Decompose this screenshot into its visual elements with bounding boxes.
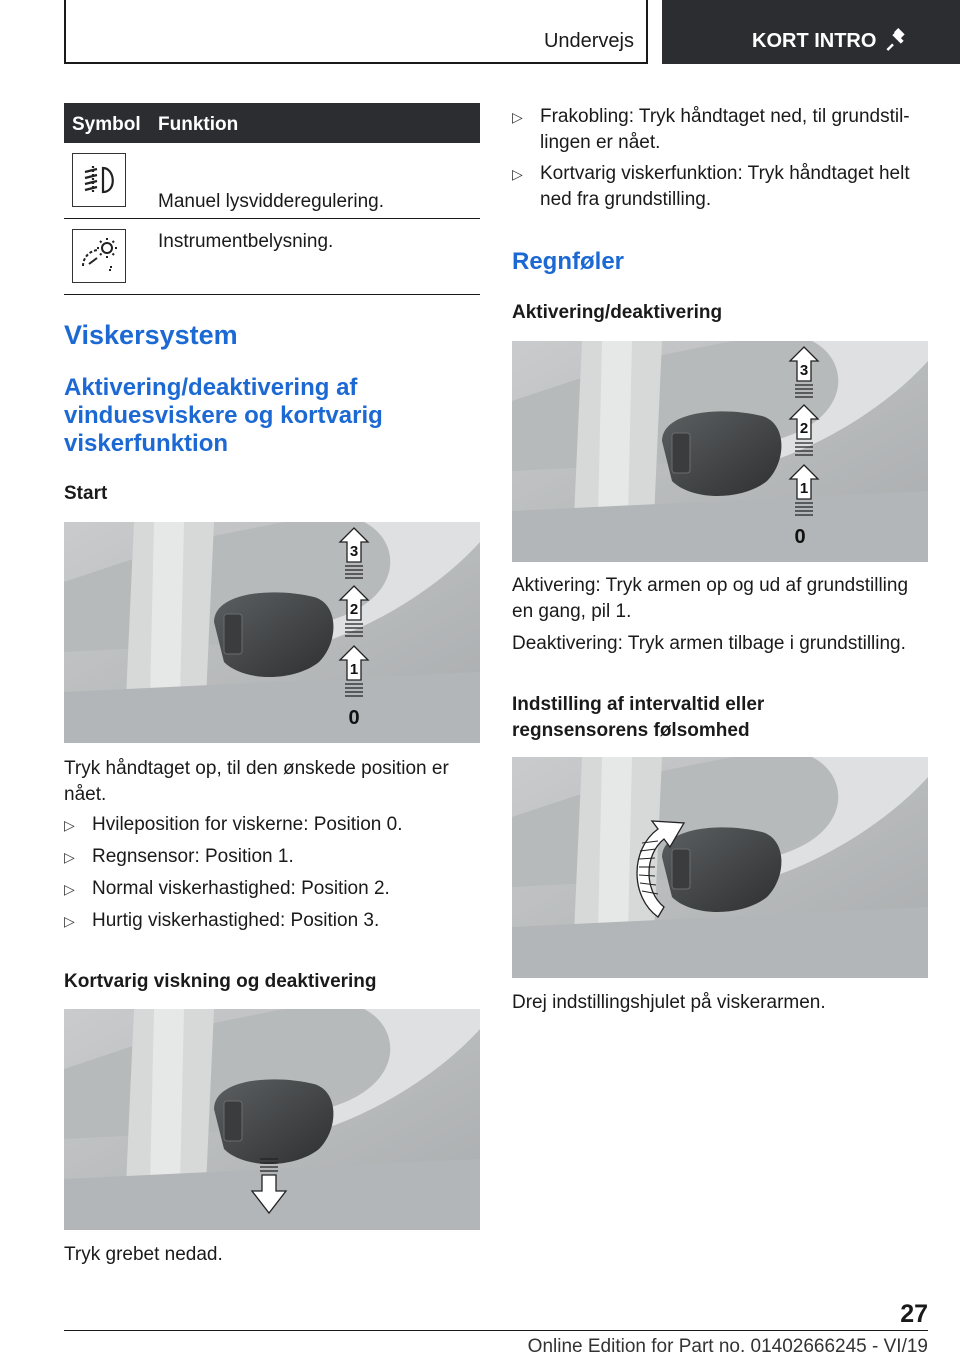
- footer-edition: Online Edition for Part no. 01402666245 - VI/19: [527, 1336, 928, 1357]
- heading-activation: Aktivering/deaktivering: [512, 302, 723, 323]
- list-item: ▷ Hvileposition for viskerne: Position 0.: [64, 812, 402, 838]
- header-chapter-label: KORT INTRO: [752, 30, 877, 52]
- list-item: ▷ Regnsensor: Position 1.: [64, 844, 294, 870]
- arrow-label-0: 0: [794, 526, 806, 548]
- instrument-lighting-icon: [72, 229, 126, 283]
- caption-turn-wheel: Drej indstillingshjulet på viskerarmen.: [512, 992, 826, 1013]
- list-item: ▷ Hurtig viskerhastighed: Position 3.: [64, 908, 379, 934]
- heading-start: Start: [64, 483, 108, 504]
- figure-wiper-stalk-down: [64, 1009, 480, 1230]
- arrow-label-3: 3: [799, 362, 809, 379]
- footer-divider: [64, 1330, 928, 1331]
- page-number: 27: [900, 1300, 928, 1328]
- figure-wiper-stalk-positions: [64, 522, 480, 743]
- figure-adjustment-wheel: [512, 757, 928, 978]
- header-section-label: Undervejs: [543, 30, 634, 52]
- bullet-triangle-icon: ▷: [64, 913, 75, 929]
- arrow-label-1: 1: [799, 480, 809, 497]
- list-item: ▷ Kortvarig viskerfunktion: Tryk håndtaget helt ned fra grundstilling.: [512, 163, 910, 210]
- bullet-triangle-icon: ▷: [64, 849, 75, 865]
- header-section-tab: [64, 0, 648, 64]
- table-col-symbol: Symbol: [72, 114, 141, 135]
- list-item: ▷ Normal viskerhastighed: Position 2.: [64, 876, 390, 902]
- figure-rain-sensor-positions: [512, 341, 928, 562]
- para-deactivation: Deaktivering: Tryk armen tilbage i grundstilling.: [512, 633, 906, 654]
- pin-icon: [886, 28, 910, 52]
- arrow-label-2: 2: [349, 601, 359, 618]
- arrow-label-2: 2: [799, 420, 809, 437]
- para-activation: Aktivering: Tryk armen op og ud af grundstilling en gang, pil 1.: [512, 575, 909, 622]
- bullet-triangle-icon: ▷: [512, 109, 523, 125]
- heading-viskersystem: Viskersystem: [64, 320, 238, 350]
- heading-short-wipe: Kortvarig viskning og deaktivering: [64, 971, 377, 992]
- table-row: [64, 143, 480, 219]
- table-header: [64, 103, 480, 143]
- bullet-triangle-icon: ▷: [64, 817, 75, 833]
- arrow-label-0: 0: [348, 707, 360, 729]
- bullet-triangle-icon: ▷: [64, 881, 75, 897]
- caption-push-down: Tryk grebet nedad.: [64, 1244, 223, 1265]
- arrow-label-3: 3: [349, 543, 359, 560]
- heading-interval-setting: Indstilling af intervaltid eller regnsensorens følsomhed: [512, 694, 765, 741]
- table-cell-function: Instrumentbelysning.: [158, 231, 334, 252]
- para-move-handle: Tryk håndtaget op, til den ønskede position er nået.: [64, 758, 449, 805]
- heading-wiper-activation: Aktivering/deaktivering af vinduesviskere og kortvarig viskerfunktion: [64, 374, 383, 457]
- headlight-range-icon: [72, 153, 126, 207]
- heading-regnfoler: Regnføler: [512, 248, 625, 275]
- header-chapter-tab: [662, 0, 960, 64]
- symbol-table: [64, 103, 480, 295]
- table-row: [64, 219, 480, 295]
- list-item: ▷ Frakobling: Tryk håndtaget ned, til grundstil- lingen er nået.: [512, 106, 910, 153]
- table-col-function: Funktion: [158, 114, 239, 135]
- bullet-triangle-icon: ▷: [512, 166, 523, 182]
- table-cell-function: Manuel lysvidderegulering.: [158, 191, 385, 212]
- arrow-label-1: 1: [349, 661, 359, 678]
